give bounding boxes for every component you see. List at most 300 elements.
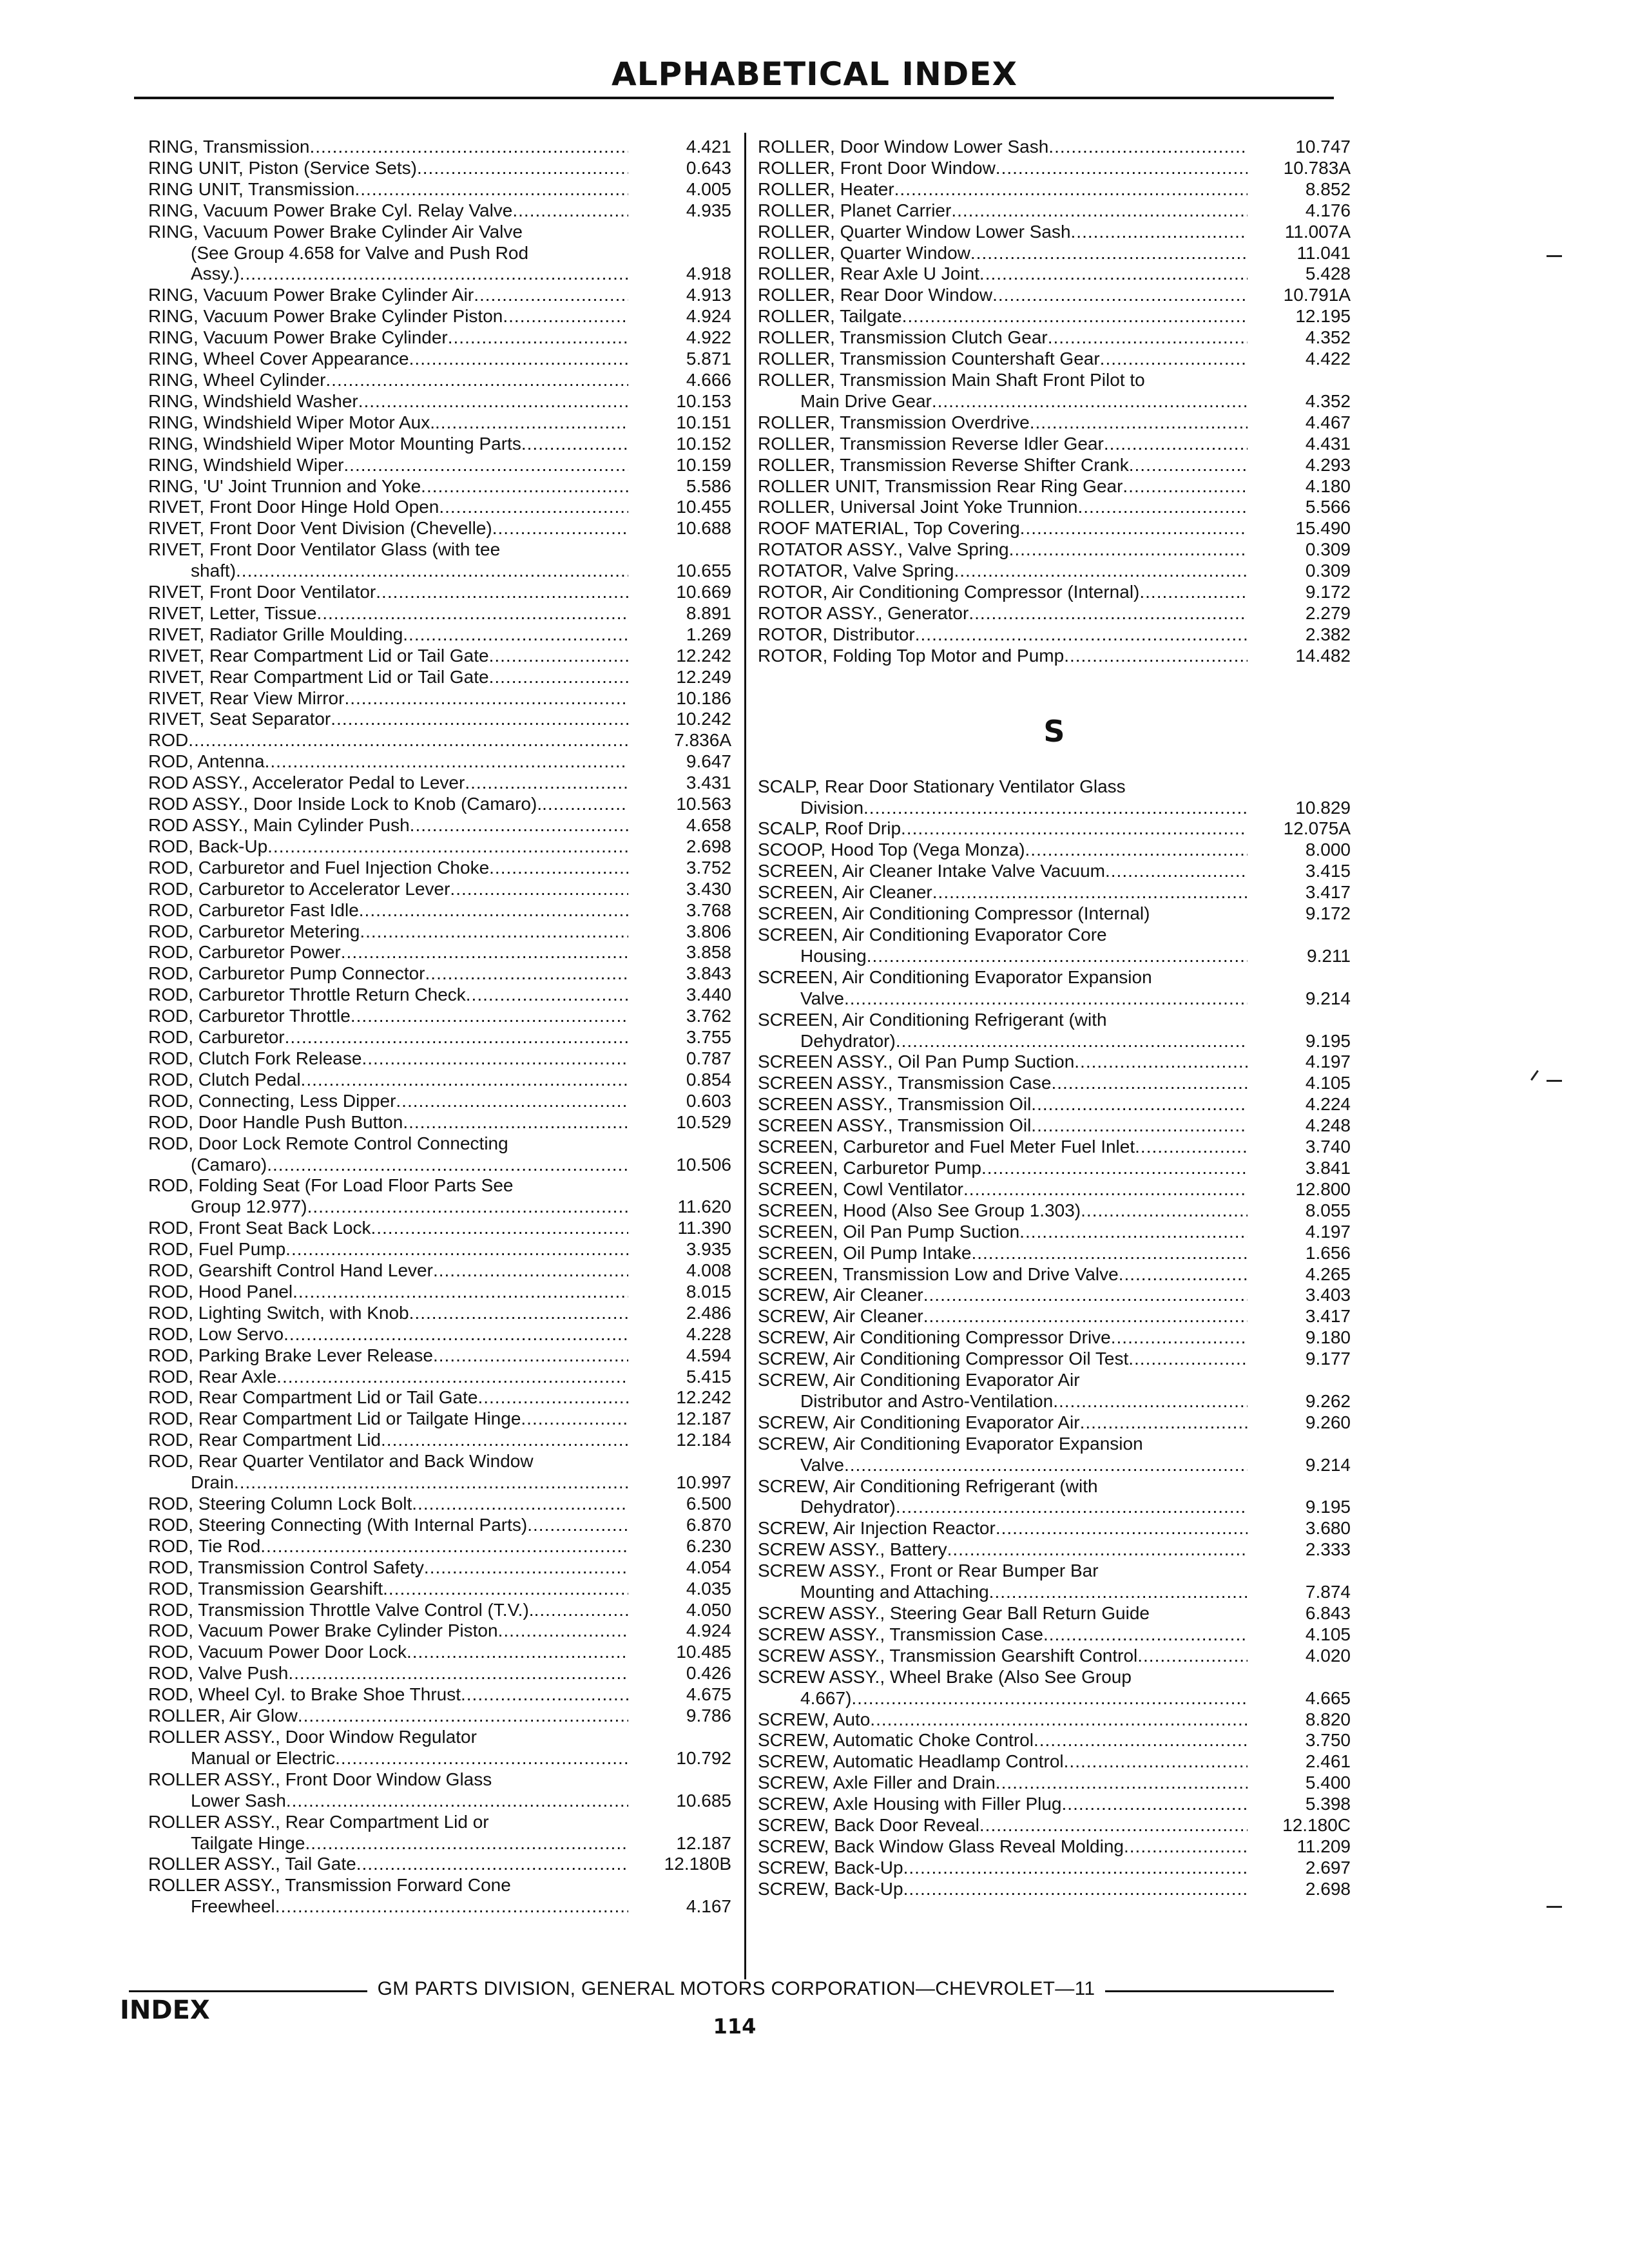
- index-entry-text: SCREW, Automatic Choke Control: [758, 1730, 1034, 1751]
- dot-leader: [307, 1196, 628, 1218]
- index-entry-reference: 8.015: [686, 1281, 731, 1302]
- index-entry-text: ROD ASSY., Accelerator Pedal to Lever: [148, 773, 465, 793]
- dot-leader: [376, 582, 628, 603]
- dot-leader: [932, 882, 1248, 903]
- index-entry-reference: 10.685: [676, 1790, 731, 1811]
- index-entry-reference: 8.852: [1305, 178, 1351, 199]
- index-entry-reference: 2.698: [1305, 1878, 1351, 1899]
- dot-leader: [534, 1600, 628, 1621]
- index-entry: [758, 1137, 1351, 1158]
- index-entry: [148, 222, 731, 285]
- index-entry: [758, 222, 1351, 243]
- dot-leader: [971, 1243, 1248, 1264]
- index-entry-reference: 4.658: [686, 815, 731, 835]
- dot-leader: [344, 688, 628, 709]
- dot-leader: [979, 1815, 1248, 1836]
- index-entry-reference: 12.184: [676, 1430, 731, 1450]
- index-entry-text: ROD, Rear Axle: [148, 1366, 277, 1387]
- index-entry-text: Freewheel: [191, 1896, 275, 1917]
- index-entry-reference: 3.752: [686, 857, 731, 878]
- dot-leader: [267, 1155, 628, 1176]
- index-entry-reference: 5.415: [686, 1366, 731, 1387]
- dot-leader: [188, 730, 628, 751]
- index-entry: [758, 1836, 1351, 1858]
- index-entry-text: RIVET, Radiator Grille Moulding: [148, 624, 403, 644]
- index-entry-reference: 9.262: [1305, 1390, 1351, 1411]
- index-entry-text: ROD, Fuel Pump: [148, 1239, 286, 1260]
- dot-leader: [492, 518, 628, 539]
- index-entry: [148, 1048, 731, 1070]
- index-entry-reference: 4.020: [1305, 1645, 1351, 1666]
- dot-leader: [288, 1663, 628, 1684]
- index-entry-text: ROD, Transmission Gearshift: [148, 1578, 383, 1599]
- index-entry-text: SCREEN, Air Conditioning Compressor (Internal): [758, 903, 1150, 924]
- dot-leader: [433, 1260, 628, 1282]
- index-entry-reference: 4.224: [1305, 1094, 1351, 1115]
- index-entry: [148, 1579, 731, 1600]
- dot-leader: [1128, 1349, 1248, 1370]
- index-entry-text: SCOOP, Hood Top (Vega Monza): [758, 840, 1025, 860]
- dot-leader: [867, 946, 1248, 967]
- index-entry: [758, 476, 1351, 497]
- index-entry: [758, 434, 1351, 455]
- dot-leader: [996, 1518, 1248, 1539]
- index-entry-text: RIVET, Rear View Mirror: [148, 687, 345, 708]
- index-entry: [148, 1345, 731, 1367]
- index-entry-text: ROD, Wheel Cyl. to Brake Shoe Thrust: [148, 1684, 461, 1705]
- dot-leader: [527, 1515, 628, 1536]
- dot-leader: [1064, 1751, 1248, 1773]
- index-entry: [758, 1794, 1351, 1815]
- index-entry-text: ROD, Door Handle Push Button: [148, 1111, 403, 1132]
- index-entry-reference: 4.594: [686, 1345, 731, 1365]
- index-entry: [148, 985, 731, 1006]
- dot-leader: [325, 370, 628, 391]
- dot-leader: [1111, 1327, 1248, 1349]
- index-entry-text: ROD ASSY., Main Cylinder Push: [148, 815, 410, 835]
- index-entry-text: ROLLER, Planet Carrier: [758, 200, 952, 220]
- index-entry: [148, 1367, 731, 1388]
- index-entry-reference: 10.997: [676, 1472, 731, 1493]
- index-entry: [148, 1769, 731, 1812]
- dot-leader: [923, 1285, 1248, 1306]
- index-entry-reference: 8.820: [1305, 1709, 1351, 1729]
- index-entry: [758, 1709, 1351, 1731]
- dot-leader: [489, 858, 628, 879]
- dot-leader: [286, 1791, 628, 1812]
- index-entry-text: ROLLER, Universal Joint Yoke Trunnion: [758, 497, 1078, 517]
- index-entry-reference: 0.787: [686, 1048, 731, 1068]
- index-entry-text: RING, 'U' Joint Trunnion and Yoke: [148, 476, 421, 496]
- index-entry-text: ROD, Carburetor: [148, 1027, 285, 1048]
- index-entry: [148, 1706, 731, 1727]
- dot-leader: [474, 285, 628, 306]
- dot-leader: [503, 306, 628, 327]
- index-entry-reference: 6.843: [1305, 1603, 1351, 1623]
- index-entry-text: ROLLER, Front Door Window: [758, 157, 996, 178]
- index-entry: [758, 158, 1351, 179]
- index-entry: [148, 709, 731, 730]
- index-entry-text: ROD, Steering Connecting (With Internal Parts): [148, 1514, 528, 1535]
- index-entry-text: ROLLER ASSY., Transmission Forward Cone: [148, 1875, 511, 1896]
- index-entry-reference: 4.922: [686, 327, 731, 348]
- dot-leader: [844, 1455, 1248, 1476]
- index-entry-text: RING, Vacuum Power Brake Cylinder Piston: [148, 306, 503, 327]
- index-entry: [758, 137, 1351, 158]
- dot-leader: [1048, 327, 1248, 349]
- index-entry-reference: 3.417: [1305, 1306, 1351, 1327]
- index-entry-text: ROLLER, Tailgate: [758, 306, 902, 327]
- index-entry-text: SCREW ASSY., Battery: [758, 1539, 947, 1560]
- index-entry-text: RING, Vacuum Power Brake Cylinder: [148, 327, 448, 348]
- left-index-column: [148, 137, 731, 1979]
- index-entry-reference: 10.186: [676, 687, 731, 708]
- index-entry: [758, 1539, 1351, 1561]
- index-entry: [148, 200, 731, 222]
- dot-leader: [1123, 476, 1248, 497]
- dot-leader: [1100, 349, 1248, 370]
- index-entry: [758, 903, 1351, 925]
- index-entry: [148, 582, 731, 603]
- dot-leader: [903, 1858, 1248, 1879]
- dot-leader: [284, 1324, 628, 1345]
- index-entry: [148, 688, 731, 709]
- dot-leader: [1137, 1646, 1248, 1667]
- index-entry-reference: 10.563: [676, 794, 731, 814]
- dot-leader: [844, 988, 1248, 1010]
- index-entry-text: ROD, Carburetor Throttle: [148, 1006, 351, 1026]
- index-entry-reference: 4.180: [1305, 476, 1351, 496]
- dot-leader: [461, 1684, 628, 1706]
- index-entry-text: SCREEN, Carburetor Pump: [758, 1157, 982, 1178]
- index-entry-reference: 4.675: [686, 1684, 731, 1705]
- index-entry-text: SCREEN, Hood (Also See Group 1.303): [758, 1200, 1081, 1220]
- index-entry-reference: 4.431: [1305, 433, 1351, 454]
- index-entry: [758, 818, 1351, 840]
- index-entry: [148, 1027, 731, 1048]
- index-entry-text: ROD ASSY., Door Inside Lock to Knob (Camaro).: [148, 794, 543, 814]
- index-entry-reference: 4.913: [686, 285, 731, 305]
- index-entry-text: Assy.): [191, 264, 240, 284]
- index-entry-text: SCREW ASSY., Front or Rear Bumper Bar: [758, 1561, 1099, 1581]
- dot-leader: [265, 751, 628, 773]
- index-entry-reference: 12.187: [676, 1832, 731, 1853]
- index-entry-text: ROD, Door Lock Remote Control Connecting: [148, 1133, 508, 1153]
- index-entry-text: Valve: [800, 1454, 844, 1475]
- dot-leader: [896, 1031, 1248, 1052]
- index-entry: [758, 1773, 1351, 1794]
- index-entry-text: ROD, Transmission Throttle Valve Control (T.V.).: [148, 1599, 534, 1620]
- footer-publisher-text: GM PARTS DIVISION, GENERAL MOTORS CORPORATION—CHEVROLET—11: [377, 1978, 1095, 1999]
- index-entry: [148, 412, 731, 434]
- index-entry-reference: 9.211: [1307, 945, 1351, 966]
- dot-leader: [1119, 1264, 1248, 1285]
- index-entry-text: SCREEN, Air Conditioning Evaporator Expansion: [758, 966, 1152, 987]
- index-entry-reference: 10.159: [676, 454, 731, 475]
- index-entry-reference: 4.352: [1305, 390, 1351, 411]
- index-entry: [758, 1306, 1351, 1327]
- index-entry-text: ROLLER, Transmission Overdrive: [758, 412, 1030, 432]
- index-entry-text: SCREW, Back Window Glass Reveal Molding: [758, 1836, 1124, 1856]
- index-entry: [758, 1412, 1351, 1434]
- index-entry-text: SCREW, Air Conditioning Refrigerant (with: [758, 1475, 1098, 1496]
- index-entry: [758, 1349, 1351, 1370]
- index-entry-text: RING, Vacuum Power Brake Cylinder Air: [148, 285, 474, 305]
- index-entry-text: RIVET, Letter, Tissue: [148, 602, 317, 623]
- index-entry-text: SCREEN, Transmission Low and Drive Valve: [758, 1264, 1119, 1284]
- index-entry-text: SCREW, Back-Up: [758, 1878, 903, 1899]
- index-entry-text: RING, Windshield Wiper Motor Mounting Parts: [148, 433, 521, 454]
- index-entry-text: Manual or Electric: [191, 1747, 336, 1768]
- index-entry: [758, 1264, 1351, 1285]
- index-entry-text: ROTATOR ASSY., Valve Spring: [758, 539, 1009, 560]
- index-entry: [148, 370, 731, 391]
- index-entry: [148, 624, 731, 646]
- index-entry-reference: 2.698: [686, 836, 731, 856]
- index-entry-reference: 12.242: [676, 645, 731, 666]
- index-entry: [148, 1282, 731, 1303]
- index-entry-text: SCREW, Air Conditioning Evaporator Expansion: [758, 1433, 1143, 1454]
- index-entry-text: ROD, Clutch Fork Release: [148, 1048, 362, 1068]
- index-entry-text: Division: [800, 797, 864, 818]
- index-entry: [758, 1603, 1351, 1624]
- index-entry-reference: 3.403: [1305, 1285, 1351, 1305]
- dot-leader: [915, 624, 1248, 646]
- index-entry-reference: 9.214: [1305, 1454, 1351, 1475]
- index-entry-reference: 10.655: [676, 561, 731, 581]
- dot-leader: [360, 921, 628, 943]
- index-entry: [148, 1070, 731, 1091]
- index-entry-text: ROD, Clutch Pedal: [148, 1069, 301, 1090]
- index-entry: [758, 1730, 1351, 1751]
- index-entry-reference: 9.195: [1305, 1030, 1351, 1051]
- index-entry-text: RING, Wheel Cover Appearance: [148, 349, 409, 369]
- dot-leader: [981, 1158, 1248, 1179]
- index-entry-text: ROD, Low Servo: [148, 1323, 284, 1344]
- index-entry-text: ROD, Valve Push: [148, 1663, 289, 1684]
- dot-leader: [512, 200, 628, 222]
- dot-leader: [1053, 1391, 1248, 1412]
- index-entry: [148, 349, 731, 370]
- index-entry: [148, 900, 731, 921]
- dot-leader: [409, 349, 628, 370]
- index-entry-reference: 3.680: [1305, 1518, 1351, 1539]
- index-entry-text: ROLLER, Door Window Lower Sash: [758, 137, 1049, 157]
- index-entry: [148, 1620, 731, 1642]
- dot-leader: [1064, 646, 1248, 667]
- index-entry: [148, 1684, 731, 1706]
- index-entry: [148, 1324, 731, 1345]
- index-entry: [758, 882, 1351, 903]
- dot-leader: [969, 603, 1248, 624]
- right-column-bottom-list: [758, 776, 1351, 1900]
- section-letter: S: [1043, 713, 1065, 749]
- index-entry-reference: 4.228: [686, 1323, 731, 1344]
- dot-leader: [439, 497, 628, 518]
- index-entry-reference: 3.431: [686, 773, 731, 793]
- dot-leader: [421, 476, 628, 497]
- index-entry-reference: 10.242: [676, 709, 731, 729]
- index-entry: [758, 561, 1351, 582]
- dot-leader: [448, 327, 628, 349]
- index-entry-reference: 3.430: [686, 878, 731, 899]
- index-entry-text: SCREEN, Cowl Ventilator: [758, 1178, 964, 1199]
- index-entry-reference: 6.870: [686, 1514, 731, 1535]
- dot-leader: [903, 1879, 1248, 1900]
- index-entry-reference: 10.792: [676, 1747, 731, 1768]
- dot-leader: [465, 773, 628, 794]
- index-entry-text: RING, Wheel Cylinder: [148, 369, 326, 390]
- index-entry-reference: 12.242: [676, 1387, 731, 1408]
- index-entry-reference: 0.426: [686, 1663, 731, 1684]
- index-entry-text: ROLLER, Rear Door Window: [758, 285, 993, 305]
- index-entry-reference: 9.177: [1305, 1349, 1351, 1369]
- dot-leader: [403, 624, 628, 646]
- index-entry-text: ROD, Front Seat Back Lock: [148, 1218, 371, 1238]
- dot-leader: [1104, 434, 1248, 455]
- index-entry: [758, 776, 1351, 819]
- index-entry-text: ROLLER, Transmission Main Shaft Front Pilot to: [758, 369, 1145, 390]
- index-entry: [758, 497, 1351, 518]
- index-entry-text: Lower Sash: [191, 1790, 286, 1811]
- index-entry-text: RING, Transmission: [148, 137, 310, 157]
- index-entry: [758, 967, 1351, 1010]
- index-entry-text: ROD, Hood Panel: [148, 1281, 293, 1302]
- index-entry-reference: 4.924: [686, 1620, 731, 1641]
- index-entry: [758, 1094, 1351, 1115]
- index-entry-text: RING UNIT, Piston (Service Sets): [148, 157, 417, 178]
- index-entry-text: ROD, Rear Compartment Lid or Tailgate Hinge: [148, 1408, 521, 1429]
- index-entry: [148, 963, 731, 985]
- index-entry: [758, 179, 1351, 200]
- dot-leader: [407, 1642, 628, 1663]
- index-entry-text: SCREEN, Oil Pump Intake: [758, 1242, 972, 1263]
- dot-leader: [361, 1048, 628, 1070]
- index-entry: [148, 1875, 731, 1917]
- index-entry: [148, 773, 731, 794]
- index-entry: [148, 1260, 731, 1282]
- index-entry-reference: 14.482: [1295, 645, 1351, 666]
- dot-leader: [396, 1091, 628, 1112]
- index-entry: [758, 327, 1351, 349]
- dot-leader: [1078, 497, 1248, 518]
- index-entry-text: 4.667): [800, 1687, 852, 1708]
- index-entry: [758, 349, 1351, 370]
- index-entry-reference: 2.697: [1305, 1857, 1351, 1878]
- index-entry: [148, 1600, 731, 1621]
- index-entry: [148, 1133, 731, 1176]
- index-entry: [148, 1663, 731, 1684]
- index-entry: [148, 434, 731, 455]
- dot-leader: [1071, 222, 1248, 243]
- dot-leader: [1043, 1624, 1248, 1646]
- index-entry-reference: 9.172: [1305, 903, 1351, 924]
- index-entry: [148, 1430, 731, 1451]
- index-entry-text: SCREW, Automatic Headlamp Control: [758, 1751, 1064, 1772]
- index-entry-text: SCREW, Air Cleaner: [758, 1285, 923, 1305]
- dot-leader: [276, 1367, 628, 1388]
- dot-leader: [260, 1536, 628, 1557]
- index-entry: [148, 1494, 731, 1515]
- index-entry-text: ROTOR, Folding Top Motor and Pump: [758, 645, 1065, 666]
- dot-leader: [433, 1345, 628, 1367]
- index-entry-text: SCREEN, Air Cleaner Intake Valve Vacuum: [758, 861, 1105, 881]
- dot-leader: [267, 836, 628, 858]
- margin-mark: [1547, 1906, 1562, 1908]
- index-entry: [148, 539, 731, 582]
- index-entry-text: ROD, Antenna: [148, 751, 265, 772]
- index-entry-text: Drain: [191, 1472, 234, 1493]
- index-entry: [758, 1222, 1351, 1243]
- index-entry-reference: 2.382: [1305, 624, 1351, 644]
- index-entry: [758, 1370, 1351, 1412]
- index-entry-text: ROLLER, Air Glow: [148, 1706, 298, 1726]
- index-entry-text: (Camaro): [191, 1154, 267, 1175]
- index-entry: [758, 1667, 1351, 1709]
- index-entry-text: ROTOR ASSY., Generator: [758, 602, 969, 623]
- index-entry-text: RIVET, Front Door Ventilator Glass (with tee: [148, 539, 501, 560]
- index-entry-reference: 0.643: [686, 157, 731, 178]
- index-entry-reference: 4.352: [1305, 327, 1351, 348]
- index-entry-text: ROOF MATERIAL, Top Covering: [758, 518, 1020, 539]
- index-entry-text: SCREEN, Air Cleaner: [758, 882, 932, 903]
- index-entry-text: ROD, Carburetor to Accelerator Lever: [148, 878, 450, 899]
- index-entry-text: ROD, Carburetor Throttle Return Check: [148, 985, 466, 1005]
- index-entry-text: Group 12.977): [191, 1196, 307, 1217]
- index-entry-reference: 11.620: [677, 1196, 731, 1217]
- index-entry: [148, 476, 731, 497]
- index-entry-reference: 4.265: [1305, 1264, 1351, 1284]
- index-entry-reference: 4.005: [686, 178, 731, 199]
- index-entry: [148, 858, 731, 879]
- dot-leader: [1020, 518, 1248, 539]
- index-entry: [758, 243, 1351, 264]
- dot-leader: [1129, 455, 1248, 476]
- index-entry-reference: 4.197: [1305, 1221, 1351, 1242]
- index-entry-reference: 2.486: [686, 1302, 731, 1323]
- dot-leader: [989, 1582, 1248, 1603]
- index-entry-text: ROD, Steering Column Lock Bolt: [148, 1494, 412, 1514]
- index-entry-reference: 10.529: [676, 1111, 731, 1132]
- index-entry: [758, 264, 1351, 285]
- margin-mark: [1530, 1070, 1539, 1081]
- index-entry-text: Dehydrator): [800, 1497, 896, 1517]
- index-entry-reference: 12.195: [1295, 306, 1351, 327]
- index-entry-reference: 12.075A: [1283, 818, 1351, 839]
- dot-leader: [412, 1494, 628, 1515]
- dot-leader: [371, 1218, 628, 1239]
- index-entry-text: ROD, Carburetor and Fuel Injection Choke: [148, 857, 490, 878]
- index-entry-text: ROD, Tie Rod: [148, 1535, 261, 1556]
- dot-leader: [301, 1070, 628, 1091]
- index-entry: [148, 646, 731, 667]
- index-entry-text: ROLLER ASSY., Rear Compartment Lid or: [148, 1811, 489, 1832]
- index-entry: [148, 942, 731, 963]
- index-entry-text: RIVET, Seat Separator: [148, 709, 331, 729]
- index-entry-text: ROLLER ASSY., Front Door Window Glass: [148, 1769, 492, 1789]
- index-entry-reference: 4.197: [1305, 1052, 1351, 1072]
- index-entry: [758, 1518, 1351, 1539]
- dot-leader: [1105, 861, 1248, 882]
- index-entry-text: SCREW, Air Cleaner: [758, 1306, 923, 1327]
- dot-leader: [902, 306, 1248, 327]
- index-entry: [148, 1557, 731, 1579]
- index-entry: [758, 1624, 1351, 1646]
- index-entry-text: SCREW, Auto: [758, 1709, 871, 1729]
- index-entry-reference: 4.467: [1305, 412, 1351, 432]
- footer-rule-left: [129, 1990, 367, 1992]
- index-entry-reference: 9.180: [1305, 1327, 1351, 1348]
